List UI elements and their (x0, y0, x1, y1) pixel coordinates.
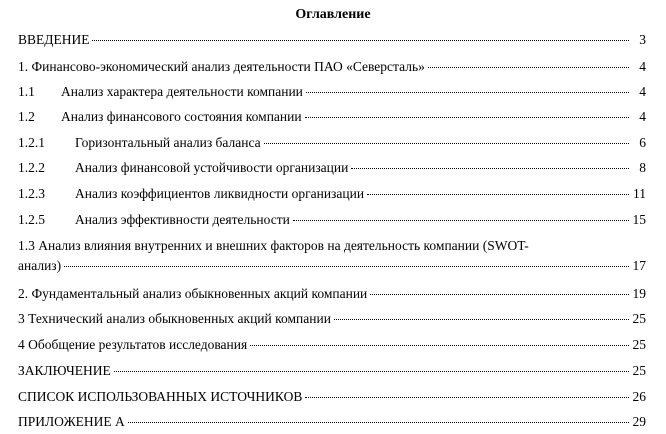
toc-entry-page: 8 (639, 160, 646, 175)
toc-entry-section-1-2-2[interactable] (18, 159, 646, 176)
toc-entry-section-1-3[interactable] (18, 237, 646, 274)
toc-leader-dots (92, 39, 629, 41)
toc-leader-dots (351, 167, 629, 169)
toc-leader-dots (334, 318, 629, 320)
toc-entry-chapter-1[interactable] (18, 58, 646, 75)
toc-entry-page: 25 (632, 363, 646, 378)
toc-leader-dots (250, 344, 629, 346)
toc-entry-section-1-2[interactable] (18, 108, 646, 125)
toc-entry-label: 3 Технический анализ обыкновенных акций компании (18, 311, 331, 326)
toc-entry-number: 1.2.5 (18, 212, 45, 227)
toc-leader-dots (114, 370, 629, 372)
toc-entry-section-1-2-3[interactable] (18, 185, 646, 202)
toc-entry-page: 15 (632, 212, 646, 227)
toc-entry-page: 29 (632, 414, 646, 429)
toc-entry-page: 25 (632, 311, 646, 326)
toc-title: Оглавление (295, 7, 371, 22)
toc-entry-label: СПИСОК ИСПОЛЬЗОВАННЫХ ИСТОЧНИКОВ (18, 389, 303, 404)
toc-entry-section-1-2-5[interactable] (18, 211, 646, 228)
toc-entry-label: Анализ финансового состояния компании (61, 109, 302, 124)
toc-entry-label: Анализ характера деятельности компании (61, 84, 303, 99)
toc-entry-label: Анализ финансовой устойчивости организации (75, 160, 349, 175)
toc-entry-number: 1.2.3 (18, 186, 45, 201)
toc-entry-page: 25 (632, 337, 646, 352)
toc-leader-dots (293, 219, 629, 221)
toc-entry-page: 4 (639, 59, 646, 74)
toc-entry-label: ПРИЛОЖЕНИЕ А (18, 414, 125, 429)
toc-entry-label: 4 Обобщение результатов исследования (18, 337, 248, 352)
toc-entry-page: 26 (632, 389, 646, 404)
toc-entry-label: 1. Финансово-экономический анализ деятельности ПАО «Северсталь» (18, 59, 425, 74)
toc-leader-dots (306, 91, 629, 93)
toc-entry-label: ВВЕДЕНИЕ (18, 32, 90, 47)
toc-entry-page: 11 (633, 186, 646, 201)
toc-entry-number: 1.2.2 (18, 160, 45, 175)
toc-entry-chapter-2[interactable] (18, 285, 646, 302)
toc-entry-appendix-a[interactable] (18, 413, 646, 430)
toc-entry-number: 1.2 (18, 109, 35, 124)
toc-entry-page: 17 (632, 258, 646, 273)
toc-leader-dots (305, 396, 629, 398)
toc-entry-conclusion[interactable] (18, 362, 646, 379)
toc-entry-number: 1.2.1 (18, 135, 45, 150)
toc-leader-dots (428, 66, 629, 68)
toc-entry-chapter-3[interactable] (18, 310, 646, 327)
toc-entry-page: 6 (639, 135, 646, 150)
toc-leader-dots (305, 116, 629, 118)
toc-entry-label: Анализ эффективности деятельности (75, 212, 290, 227)
toc-entry-section-1-2-1[interactable] (18, 134, 646, 151)
toc-entry-page: 3 (639, 32, 646, 47)
toc-entry-label: Анализ коэффициентов ликвидности организации (75, 186, 365, 201)
toc-entry-page: 4 (639, 109, 646, 124)
toc-leader-dots (264, 142, 629, 144)
toc-leader-dots (64, 265, 629, 267)
toc-entry-page: 19 (632, 286, 646, 301)
toc-entry-page: 4 (639, 84, 646, 99)
toc-leader-dots (128, 421, 629, 423)
toc-leader-dots (367, 193, 629, 195)
toc-entry-section-1-1[interactable] (18, 83, 646, 100)
toc-entry-label-line2: анализ) (18, 258, 62, 273)
toc-entry-number: 1.1 (18, 84, 35, 99)
toc-entry-label: Горизонтальный анализ баланса (75, 135, 261, 150)
toc-leader-dots (370, 293, 629, 295)
toc-entry-references[interactable] (18, 388, 646, 405)
toc-entry-label-line1: 1.3 Анализ влияния внутренних и внешних факторов на деятельность компании (SWOT- (18, 238, 529, 253)
toc-entry-introduction[interactable] (18, 31, 646, 48)
toc-entry-chapter-4[interactable] (18, 336, 646, 353)
toc-entry-label: 2. Фундаментальный анализ обыкновенных акций компании (18, 286, 368, 301)
toc-entry-label: ЗАКЛЮЧЕНИЕ (18, 363, 111, 378)
